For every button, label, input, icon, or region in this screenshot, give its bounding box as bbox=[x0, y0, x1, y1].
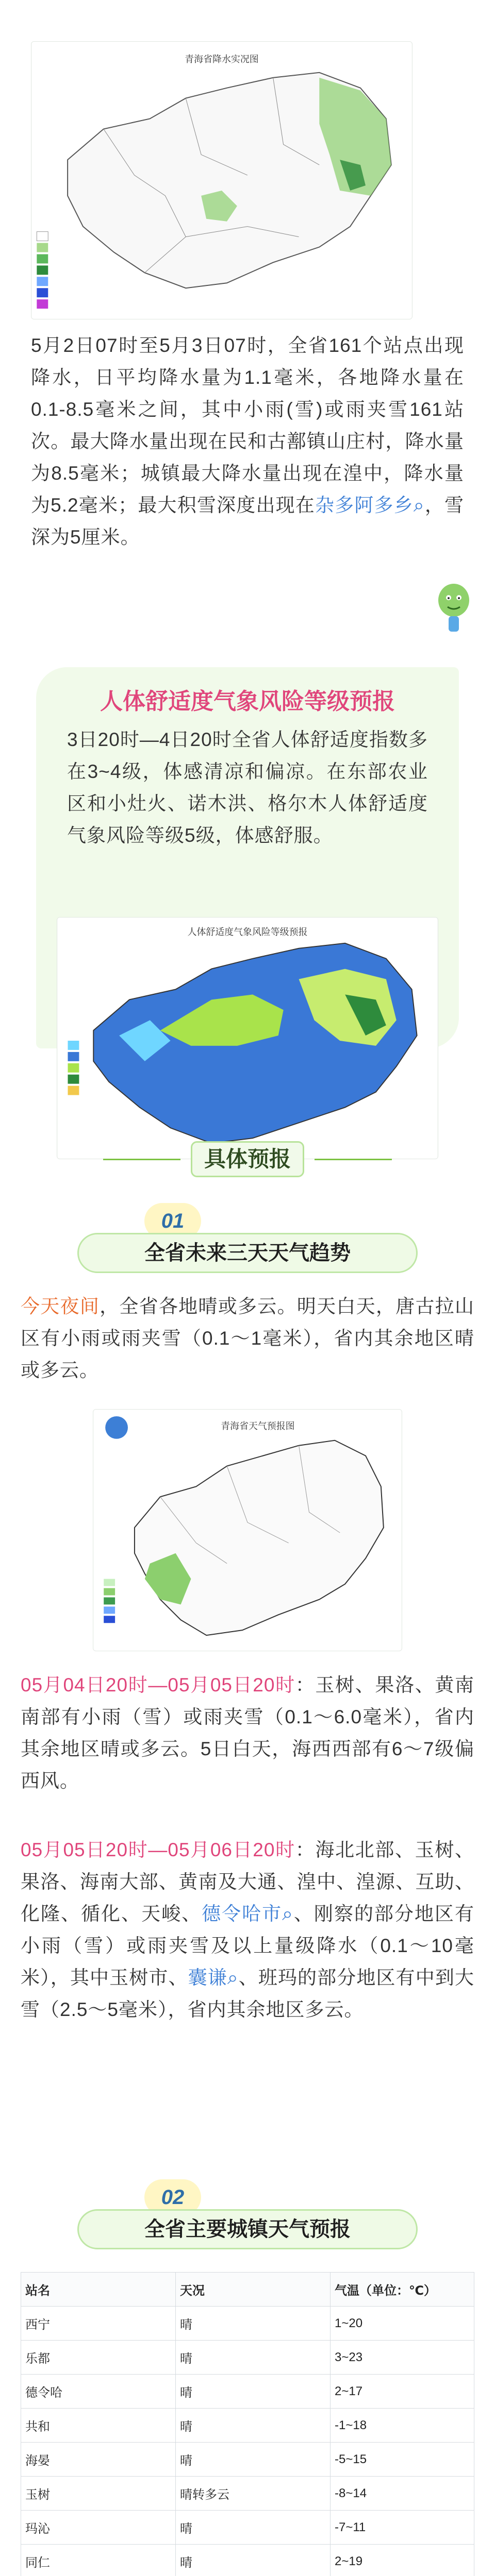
section-01-paragraph-day3 bbox=[21, 1834, 474, 2026]
precipitation-map-title: 青海省降水实况图 bbox=[185, 54, 259, 64]
station-weather: 晴 bbox=[176, 2511, 331, 2545]
day3-text-c: 、班玛的部分地区有中到大雪（2.5～5毫米），省内其余地区多云。 bbox=[21, 1967, 475, 2020]
day2-time-range: 05月04日20时—05月05日20时 bbox=[21, 1674, 295, 1696]
table-row bbox=[21, 2443, 474, 2477]
station-name: 同仁 bbox=[21, 2545, 176, 2576]
ribbon-label: 具体预报 bbox=[191, 1141, 304, 1177]
station-temperature: 3~23 bbox=[331, 2341, 474, 2375]
comfort-map-graphic bbox=[57, 918, 438, 1159]
summary-place-link[interactable]: 杂多阿多乡 bbox=[315, 495, 414, 516]
table-row bbox=[21, 2375, 474, 2409]
section-01-header bbox=[77, 1203, 418, 1275]
comfort-map bbox=[57, 917, 438, 1159]
station-name: 海晏 bbox=[21, 2443, 176, 2477]
day3-text-b: 、刚察的部分地区有小雨（雪）或雨夹雪及以上量级降水（0.1～10毫米），其中玉树市、 bbox=[21, 1903, 475, 1988]
column-header-temperature: 气温（单位：℃） bbox=[331, 2273, 474, 2307]
station-temperature: 2~17 bbox=[331, 2375, 474, 2409]
column-header-station: 站名 bbox=[21, 2273, 176, 2307]
station-weather: 晴 bbox=[176, 2409, 331, 2443]
specific-forecast-heading bbox=[103, 1141, 392, 1177]
section-01-title: 全省未来三天天气趋势 bbox=[77, 1233, 418, 1273]
table-row bbox=[21, 2307, 474, 2341]
station-name: 西宁 bbox=[21, 2307, 176, 2341]
section-01-paragraph-day2 bbox=[21, 1669, 474, 1797]
station-temperature: -1~18 bbox=[331, 2409, 474, 2443]
summary-text: 5月2日07时至5月3日07时，全省161个站点出现降水，日平均降水量为1.1毫米，各地降水量在0.1-8.5毫米之间，其中小雨(雪)或雨夹雪161站次。最大降水量出现在民和古鄯镇山庄村，降水量为8.5毫米；城镇最大降水量出现在湟中，降水量为5.2毫米；最大积雪深度出现在 bbox=[31, 335, 464, 516]
station-temperature: -8~14 bbox=[331, 2477, 474, 2511]
weather-bureau-logo-icon bbox=[105, 1416, 128, 1439]
station-weather: 晴 bbox=[176, 2545, 331, 2576]
comfort-card-text: 3日20时—4日20时全省人体舒适度指数多在3~4级，体感清凉和偏凉。在东部农业区和小灶火、诺木洪、格尔木人体舒适度气象风险等级5级，体感舒服。 bbox=[67, 729, 428, 846]
tonight-text: ，全省各地晴或多云。明天白天，唐古拉山区有小雨或雨夹雪（0.1～1毫米），省内其余地区晴或多云。 bbox=[21, 1296, 475, 1381]
ribbon-line-left bbox=[103, 1159, 180, 1160]
forecast-map-graphic bbox=[93, 1410, 402, 1651]
ribbon-line-right bbox=[315, 1159, 392, 1160]
station-temperature: 1~20 bbox=[331, 2307, 474, 2341]
station-temperature: -7~11 bbox=[331, 2511, 474, 2545]
search-icon[interactable]: ⌕ bbox=[282, 1903, 293, 1924]
table-header-row bbox=[21, 2273, 474, 2307]
section-02-header bbox=[77, 2179, 418, 2251]
mascot-icon bbox=[433, 577, 474, 634]
search-icon[interactable]: ⌕ bbox=[413, 495, 425, 516]
tonight-label: 今天夜间 bbox=[21, 1296, 100, 1317]
section-01-paragraph-tonight bbox=[21, 1291, 474, 1386]
comfort-card-title: 人体舒适度气象风险等级预报 bbox=[100, 689, 395, 714]
table-row bbox=[21, 2511, 474, 2545]
station-temperature: -5~15 bbox=[331, 2443, 474, 2477]
station-temperature: 2~19 bbox=[331, 2545, 474, 2576]
station-name: 乐都 bbox=[21, 2341, 176, 2375]
day3-time-range: 05月05日20时—05月06日20时 bbox=[21, 1839, 295, 1860]
table-row bbox=[21, 2409, 474, 2443]
precipitation-map bbox=[31, 41, 412, 319]
search-icon[interactable]: ⌕ bbox=[227, 1967, 239, 1988]
section-02-number: 02 bbox=[144, 2179, 201, 2215]
station-weather: 晴转多云 bbox=[176, 2477, 331, 2511]
place-link-nangqian[interactable]: 囊谦 bbox=[188, 1967, 227, 1988]
forecast-map bbox=[93, 1409, 402, 1651]
section-02-title: 全省主要城镇天气预报 bbox=[77, 2209, 418, 2249]
station-name: 共和 bbox=[21, 2409, 176, 2443]
comfort-map-title: 人体舒适度气象风险等级预报 bbox=[187, 926, 308, 937]
day3-text-a: ：海北北部、玉树、果洛、海南大部、黄南及大通、湟中、湟源、互助、化隆、循化、天峻、 bbox=[21, 1839, 475, 1924]
summary-tail: ，雪深为5厘米。 bbox=[31, 495, 465, 548]
forecast-map-title: 青海省天气预报图 bbox=[221, 1420, 295, 1431]
station-weather: 晴 bbox=[176, 2443, 331, 2477]
place-link-delingha[interactable]: 德令哈市 bbox=[202, 1903, 283, 1924]
station-weather: 晴 bbox=[176, 2307, 331, 2341]
city-forecast-table bbox=[21, 2272, 474, 2576]
station-name: 玛沁 bbox=[21, 2511, 176, 2545]
precipitation-summary bbox=[31, 330, 464, 553]
day2-text: ：玉树、果洛、黄南南部有小雨（雪）或雨夹雪（0.1～6.0毫米），省内其余地区晴或多云。5日白天，海西西部有6～7级偏西风。 bbox=[21, 1674, 475, 1791]
station-name: 玉树 bbox=[21, 2477, 176, 2511]
table-row bbox=[21, 2545, 474, 2576]
table-row bbox=[21, 2341, 474, 2375]
station-name: 德令哈 bbox=[21, 2375, 176, 2409]
column-header-weather: 天况 bbox=[176, 2273, 331, 2307]
precipitation-map-graphic bbox=[31, 42, 412, 319]
station-weather: 晴 bbox=[176, 2375, 331, 2409]
table-row bbox=[21, 2477, 474, 2511]
section-01-number: 01 bbox=[144, 1203, 201, 1239]
station-weather: 晴 bbox=[176, 2341, 331, 2375]
